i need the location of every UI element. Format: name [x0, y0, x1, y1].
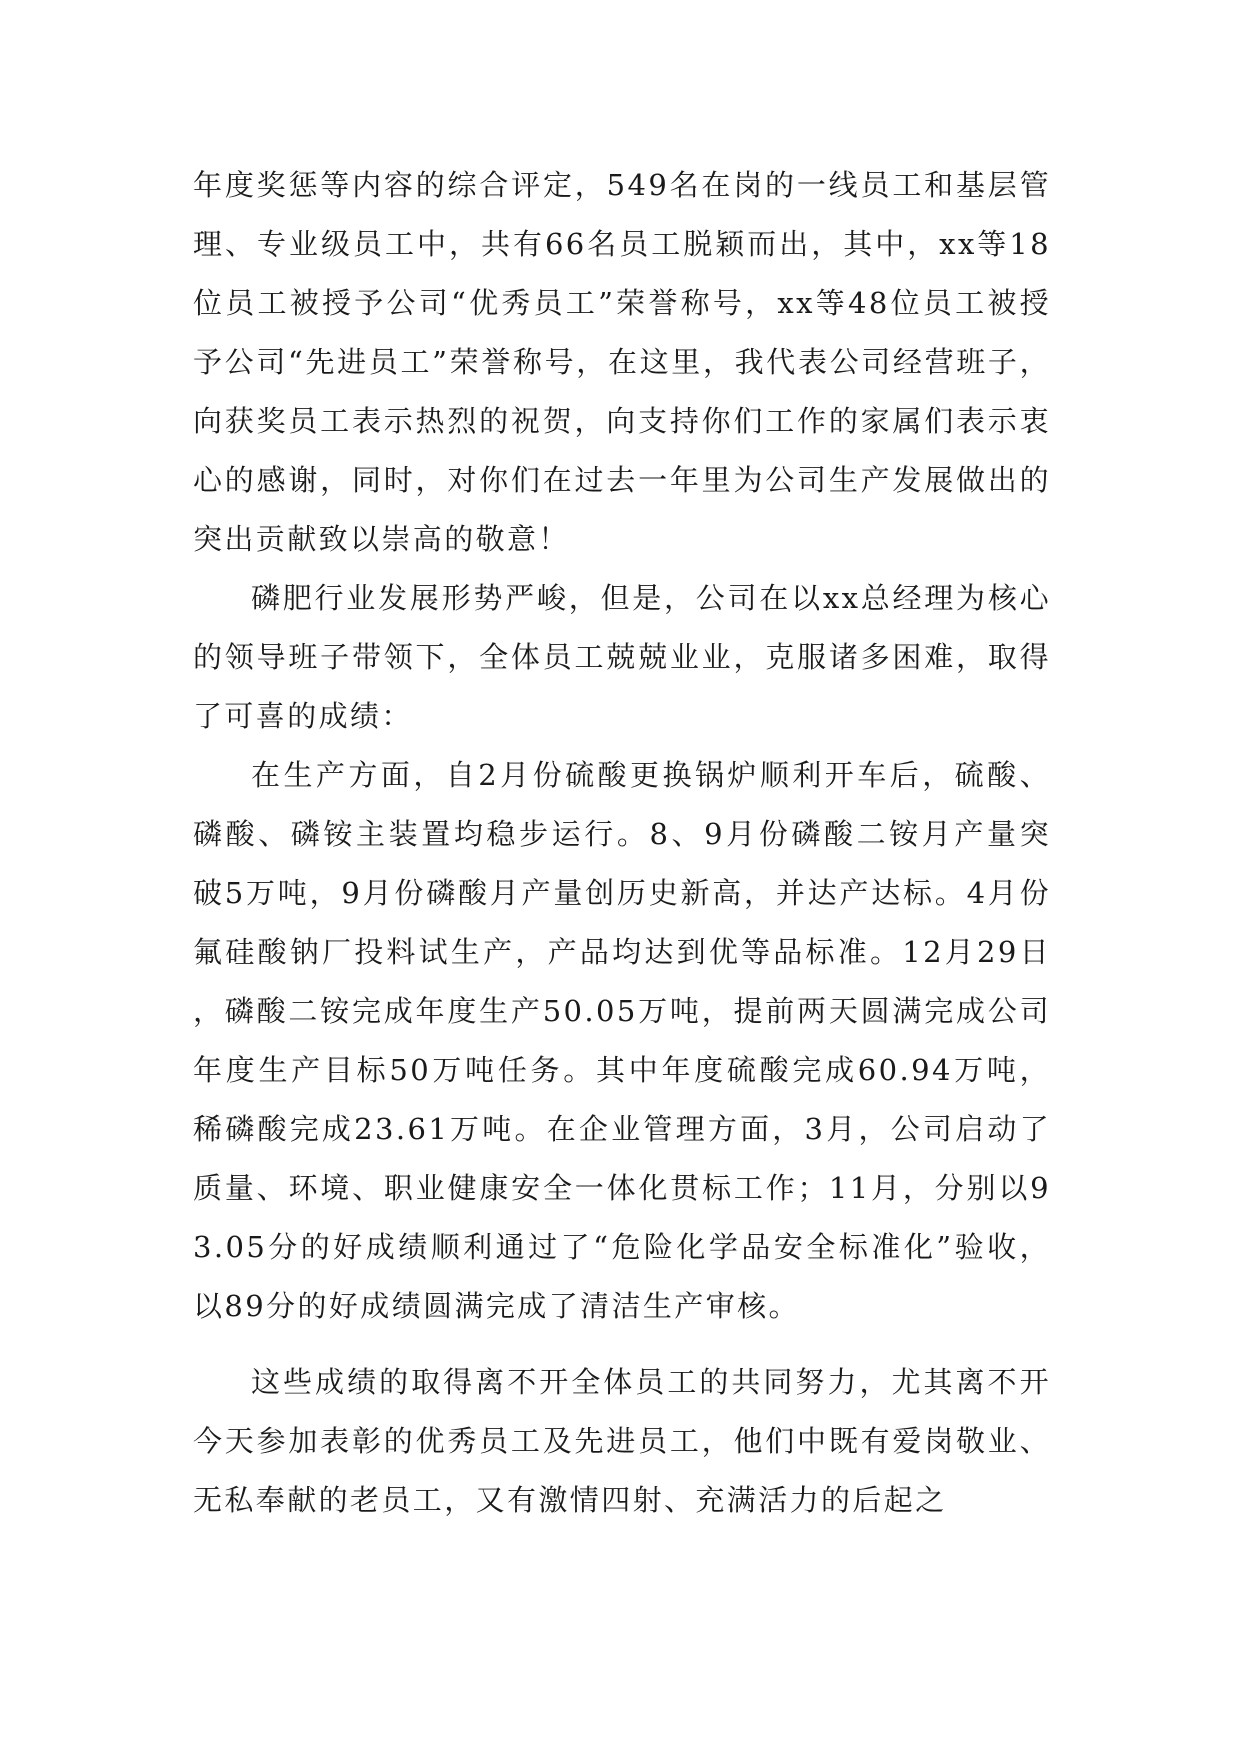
paragraph-4: 这些成绩的取得离不开全体员工的共同努力，尤其离不开今天参加表彰的优秀员工及先进员工，他们中既有爱岗敬业、无私奉献的老员工，又有激情四射、充满活力的后起之 [193, 1365, 1051, 1517]
paragraph-1: 年度奖惩等内容的综合评定，549名在岗的一线员工和基层管理、专业级员工中，共有66名员工脱颖而出，其中，xx等18位员工被授予公司“优秀员工”荣誉称号，xx等48位员工被授予公司“先进员工”荣誉称号，在这里，我代表公司经营班子，向获奖员工表示热烈的祝贺，向支持你们工作的家属们表示衷心的感谢，同时，对你们在过去一年里为公司生产发展做出的突出贡献致以崇高的敬意！ [193, 168, 1051, 556]
document-body [193, 156, 1051, 1530]
paragraph-2: 磷肥行业发展形势严峻，但是，公司在以xx总经理为核心的领导班子带领下，全体员工兢兢业业，克服诸多困难，取得了可喜的成绩： [193, 581, 1051, 733]
paragraph-3: 在生产方面，自2月份硫酸更换锅炉顺利开车后，硫酸、磷酸、磷铵主装置均稳步运行。8、9月份磷酸二铵月产量突破5万吨，9月份磷酸月产量创历史新高，并达产达标。4月份氟硅酸钠厂投料试生产，产品均达到优等品标准。12月29日，磷酸二铵完成年度生产50.05万吨，提前两天圆满完成公司年度生产目标50万吨任务。其中年度硫酸完成60.94万吨，稀磷酸完成23.61万吨。在企业管理方面，3月，公司启动了质量、环境、职业健康安全一体化贯标工作；11月，分别以93.05分的好成绩顺利通过了“危险化学品安全标准化”验收，以89分的好成绩圆满完成了清洁生产审核。 [193, 758, 1051, 1323]
